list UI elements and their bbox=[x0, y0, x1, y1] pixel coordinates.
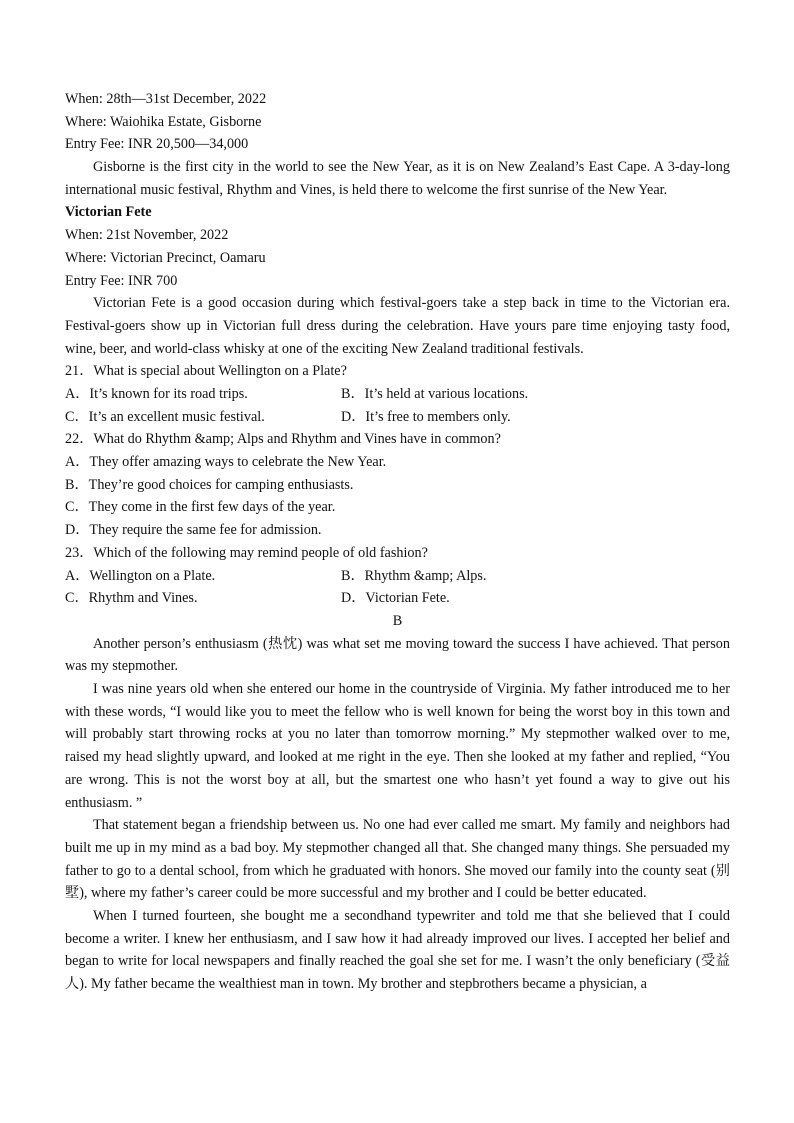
option-a: A．It’s known for its road trips. bbox=[65, 386, 248, 403]
option-b: B．It’s held at various locations. bbox=[341, 386, 529, 403]
event-description: Gisborne is the first city in the world to see the New Year, as it is on New Zealand’s East Cape. A 3-day-long international music festival, Rhythm and Vines, is held there to welcome the first sunrise of the New Year. bbox=[65, 159, 730, 198]
passage-paragraph: I was nine years old when she entered our home in the countryside of Virginia. My father introduced me to her with these words, “I would like you to meet the fellow who is well known for being the worst boy in this town and will probably start throwing rocks at you no later than tomorrow morning.” My stepmother walked over to me, raised my head slightly upward, and looked at me right in the eye. Then she looked at my father and replied, “You are wrong. This is not the worst boy at all, but the smartest one who hasn’t yet found a way to give out his enthusiasm. ” bbox=[65, 680, 730, 811]
option-row bbox=[65, 383, 730, 406]
option-c: C．It’s an excellent music festival. bbox=[65, 408, 265, 425]
option-a: A．Wellington on a Plate. bbox=[65, 567, 216, 584]
event-when: When: 21st November, 2022 bbox=[65, 227, 229, 244]
section-heading: B bbox=[392, 612, 403, 629]
option-b: B．They’re good choices for camping enthusiasts. bbox=[65, 476, 354, 493]
event-description: Victorian Fete is a good occasion during which festival-goers take a step back in time to the Victorian era. Festival-goers show up in Victorian full dress during the celebration. Have yours pare time enjoying tasty food, wine, beer, and world-class whisky at one of the exciting New Zealand traditional festivals. bbox=[65, 295, 730, 357]
question-stem: 23．Which of the following may remind people of old fashion? bbox=[65, 544, 428, 561]
option-c: C．They come in the first few days of the year. bbox=[65, 499, 336, 516]
event-fee: Entry Fee: INR 20,500—34,000 bbox=[65, 136, 249, 153]
passage-paragraph: That statement began a friendship between us. No one had ever called me smart. My family and neighbors had built me up in my mind as a bad boy. My stepmother changed all that. She changed many things. She persuaded my father to go to a dental school, from which he graduated with honors. She moved our family into the county seat (别墅), where my father’s career could be more successful and my brother and I could be better educated. bbox=[65, 817, 730, 902]
option-d: D．It’s free to members only. bbox=[341, 408, 511, 425]
passage-paragraph: When I turned fourteen, she bought me a secondhand typewriter and told me that she believed that I could become a writer. I knew her enthusiasm, and I saw how it had already improved our lives. I accepted her belief and began to write for local newspapers and finally reached the goal she set for me. I wasn’t the only beneficiary (受益人). My father became the wealthiest man in town. My brother and stepbrothers became a physician, a bbox=[65, 908, 730, 993]
event-where: Where: Victorian Precinct, Oamaru bbox=[65, 249, 266, 266]
event-fee: Entry Fee: INR 700 bbox=[65, 272, 178, 289]
question-stem: 22．What do Rhythm &amp; Alps and Rhythm and Vines have in common? bbox=[65, 431, 501, 448]
option-d: D．Victorian Fete. bbox=[341, 590, 450, 607]
document-content bbox=[65, 88, 730, 996]
event-title: Victorian Fete bbox=[65, 204, 152, 221]
event-when: When: 28th—31st December, 2022 bbox=[65, 91, 267, 107]
question-stem: 21．What is special about Wellington on a Plate? bbox=[65, 363, 347, 380]
option-row bbox=[65, 406, 730, 429]
event-where: Where: Waiohika Estate, Gisborne bbox=[65, 113, 262, 130]
option-b: B．Rhythm &amp; Alps. bbox=[341, 567, 487, 584]
option-c: C．Rhythm and Vines. bbox=[65, 590, 198, 607]
passage-paragraph: Another person’s enthusiasm (热忱) was what set me moving toward the success I have achieved. That person was my stepmother. bbox=[65, 635, 730, 675]
option-row bbox=[65, 587, 730, 610]
option-a: A．They offer amazing ways to celebrate the New Year. bbox=[65, 454, 387, 471]
option-row bbox=[65, 565, 730, 588]
option-d: D．They require the same fee for admission. bbox=[65, 522, 322, 539]
